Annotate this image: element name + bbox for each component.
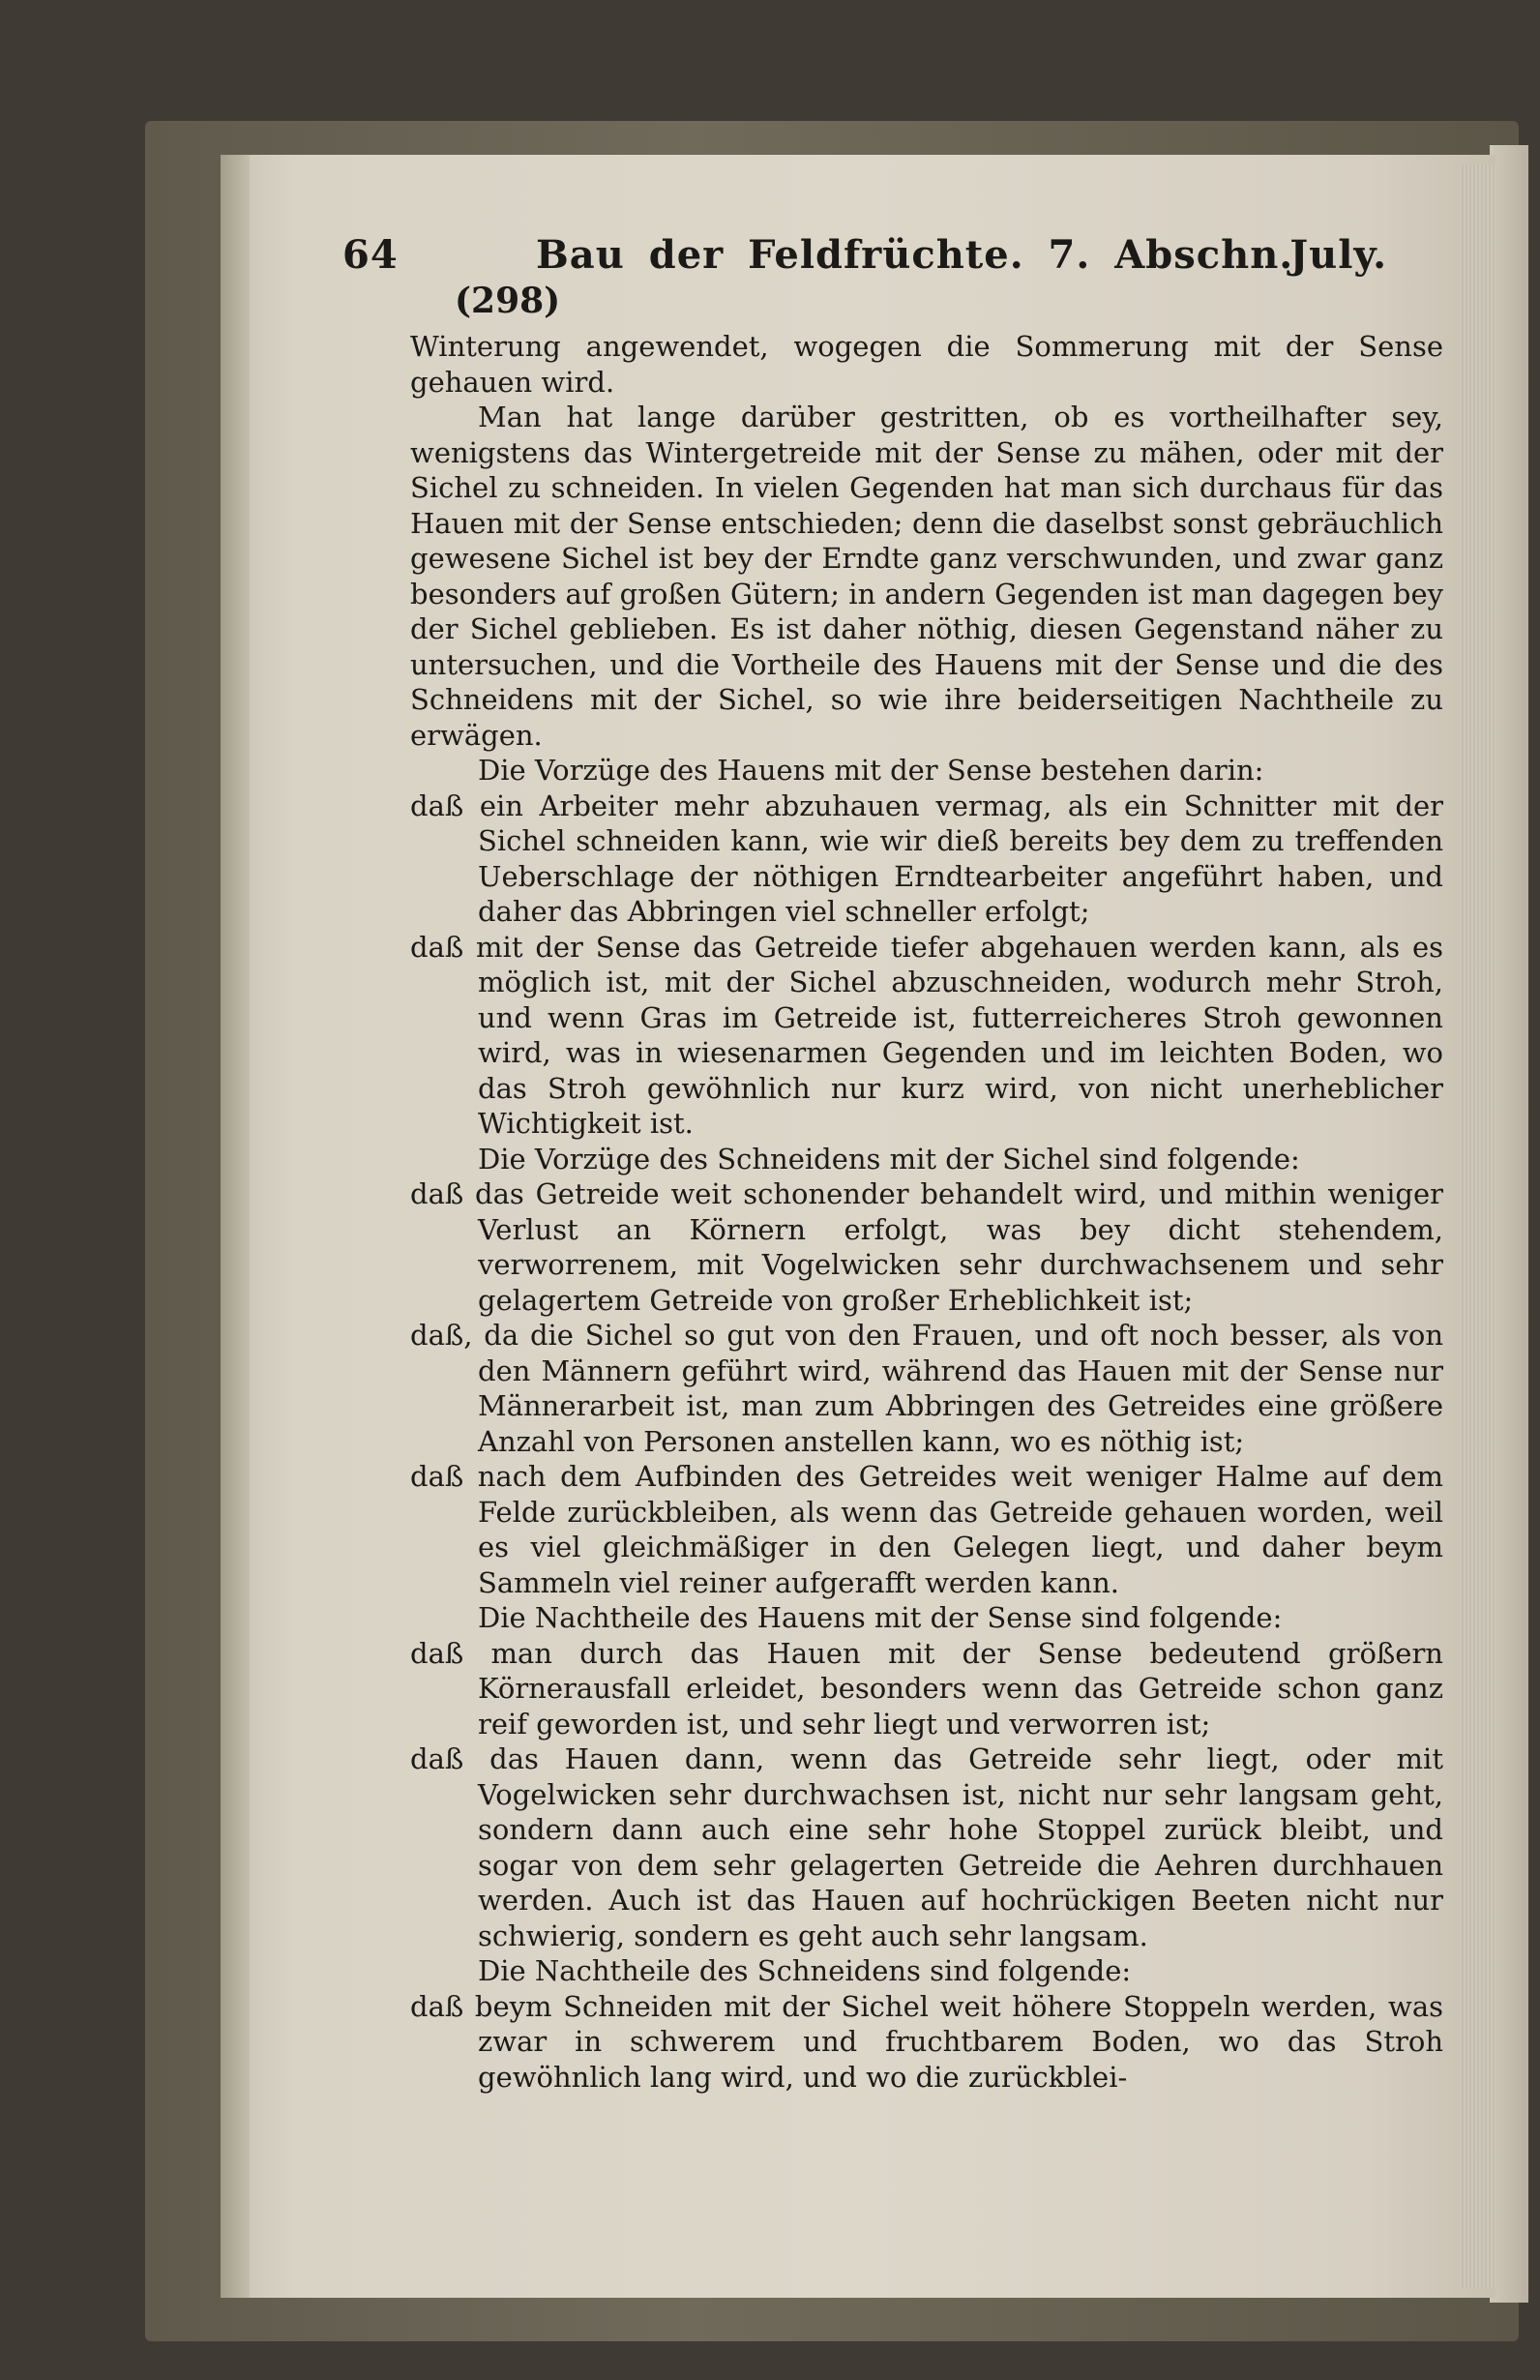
- list-item: daß ein Arbeiter mehr abzuhauen vermag, als ein Schnitter mit der Sichel schneiden kann, wie wir dieß bereits bey dem zu treffenden Ueberschlage der nöthigen Erndtearbeiter angeführt haben, und daher das Abbringen viel schneller erfolgt;: [410, 788, 1443, 928]
- running-month: July.: [1289, 232, 1387, 278]
- paragraph: Winterung angewendet, wogegen die Sommerung mit der Sense gehauen wird.: [410, 330, 1443, 399]
- paragraph: Die Vorzüge des Hauens mit der Sense bestehen darin:: [478, 754, 1264, 787]
- book-edge: [1490, 145, 1528, 2303]
- list-item: daß, da die Sichel so gut von den Frauen, und oft noch besser, als von den Männern geführt wird, während das Hauen mit der Sense nur Männerarbeit ist, man zum Abbringen des Getreides eine größere Anzahl von Personen anstellen kann, wo es nöthig ist;: [410, 1319, 1443, 1458]
- body-text: [410, 329, 1443, 2095]
- list-item: daß das Hauen dann, wenn das Getreide sehr liegt, oder mit Vogelwicken sehr durchwachsen ist, nicht nur sehr langsam geht, sondern dann auch eine sehr hohe Stoppel zurück bleibt, und sogar von dem sehr gelagerten Getreide die Aehren durchhauen werden. Auch ist das Hauen auf hochrückigen Beeten nicht nur schwierig, sondern es geht auch sehr langsam.: [410, 1742, 1443, 1952]
- paragraph: Die Vorzüge des Schneidens mit der Sichel sind folgende:: [478, 1142, 1300, 1175]
- paragraph: Die Nachtheile des Hauens mit der Sense sind folgende:: [478, 1601, 1283, 1634]
- paragraph: Die Nachtheile des Schneidens sind folgende:: [478, 1954, 1132, 1987]
- book-page: [221, 155, 1496, 2298]
- list-item: daß nach dem Aufbinden des Getreides weit weniger Halme auf dem Felde zurückbleiben, als wenn das Getreide gehauen worden, weil es viel gleichmäßiger in den Gelegen liegt, und daher beym Sammeln viel reiner aufgerafft werden kann.: [410, 1460, 1443, 1599]
- list-item: daß das Getreide weit schonender behandelt wird, und mithin weniger Verlust an Körnern erfolgt, was bey dicht stehendem, verworrenem, mit Vogelwicken sehr durchwachsenem und sehr gelagertem Getreide von großer Erheblichkeit ist;: [410, 1177, 1443, 1317]
- list-item: daß mit der Sense das Getreide tiefer abgehauen werden kann, als es möglich ist, mit der Sichel abzuschneiden, wodurch mehr Stroh, und wenn Gras im Getreide ist, futterreicheres Stroh gewonnen wird, was in wiesenarmen Gegenden und im leichten Boden, wo das Stroh gewöhnlich nur kurz wird, von nicht unerheblicher Wichtigkeit ist.: [410, 930, 1443, 1140]
- paragraph: Man hat lange darüber gestritten, ob es vortheilhafter sey, wenigstens das Wintergetreide mit der Sense zu mähen, oder mit der Sichel zu schneiden. In vielen Gegenden hat man sich durchaus für das Hauen mit der Sense entschieden; denn die daselbst sonst gebräuchlich gewesene Sichel ist bey der Erndte ganz verschwunden, und zwar ganz besonders auf großen Gütern; in andern Gegenden ist man dagegen bey der Sichel geblieben. Es ist daher nöthig, diesen Gegenstand näher zu untersuchen, und die Vortheile des Hauens mit der Sense und die des Schneidens mit der Sichel, so wie ihre beiderseitigen Nachtheile zu erwägen.: [410, 401, 1443, 752]
- page-number: 64: [342, 232, 399, 278]
- running-title: Bau der Feldfrüchte. 7. Abschn.: [536, 232, 1294, 278]
- signature-mark: (298): [455, 281, 561, 321]
- page-fore-edge: [1461, 164, 1496, 2288]
- list-item: daß beym Schneiden mit der Sichel weit höhere Stoppeln werden, was zwar in schwerem und fruchtbarem Boden, wo das Stroh gewöhnlich lang wird, und wo die zurückblei-: [410, 1989, 1443, 2094]
- page-gutter: [221, 155, 250, 2298]
- list-item: daß man durch das Hauen mit der Sense bedeutend größern Körnerausfall erleidet, besonders wenn das Getreide schon ganz reif geworden ist, und sehr liegt und verworren ist;: [410, 1636, 1443, 1740]
